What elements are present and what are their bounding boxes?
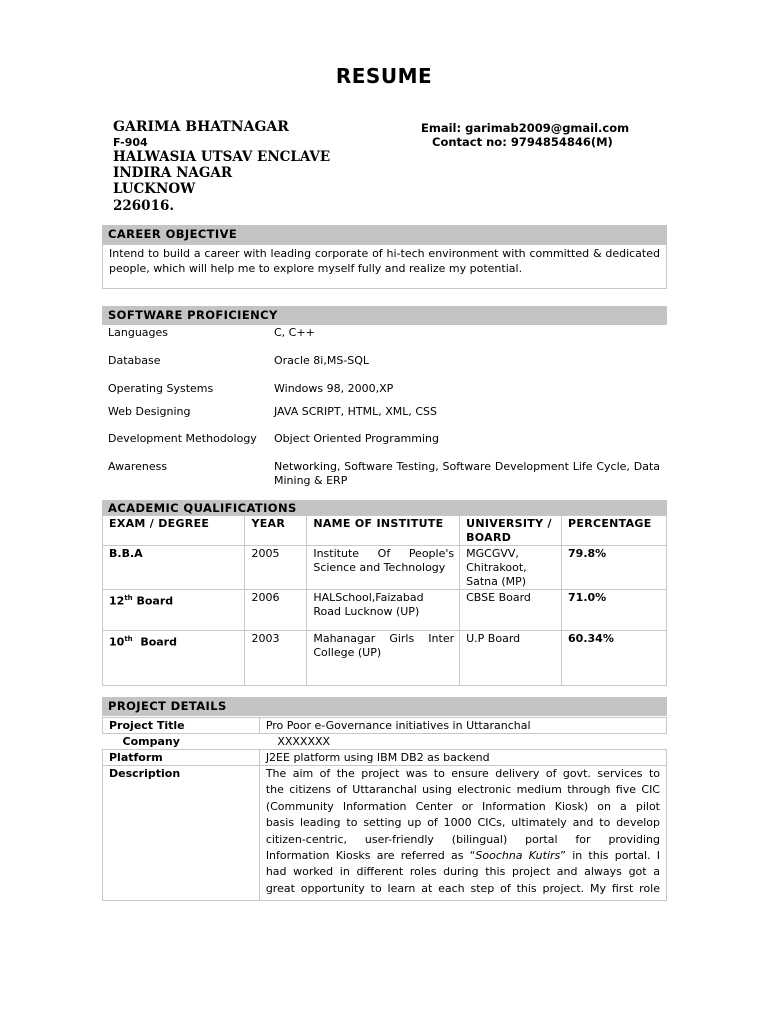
exam-cell — [103, 631, 245, 686]
address-line-3: INDIRA NAGAR — [113, 165, 233, 181]
col-exam: EXAM / DEGREE — [103, 516, 245, 546]
percentage-cell: 79.8% — [562, 546, 667, 590]
address-line-4: LUCKNOW — [113, 181, 196, 197]
company-row — [103, 734, 667, 750]
academic-table — [102, 515, 667, 686]
phone-line — [432, 135, 613, 149]
description-line: had worked in different roles during this project and always got a — [265, 865, 660, 879]
sp-value-os: Windows 98, 2000,XP — [274, 382, 394, 395]
exam-rest: Board — [132, 635, 177, 649]
description-cell — [259, 766, 666, 901]
col-board: UNIVERSITY / BOARD — [460, 516, 562, 546]
platform-label: Platform — [103, 750, 260, 766]
description-line: the citizens of Uttaranchal using electronic medium through five CIC — [265, 783, 660, 797]
description-line: The aim of the project was to ensure delivery of govt. services to — [265, 767, 660, 780]
sp-value-languages: C, C++ — [274, 326, 315, 339]
description-line: great opportunity to learn at each step of this project. My first role — [265, 881, 660, 895]
sp-value-awareness: Networking, Software Testing, Software Development Life Cycle, Data Mining & ERP — [274, 460, 660, 487]
phone-label: Contact no: — [432, 135, 507, 149]
table-row — [103, 631, 667, 686]
company-value: XXXXXXX — [277, 735, 331, 748]
career-objective-text: Intend to build a career with leading corporate of hi-tech environment with committed & dedicated people, which will help me to explore myself fully and realize my potential. — [109, 247, 660, 275]
candidate-name: GARIMA BHATNAGAR — [113, 119, 289, 135]
academic-header-row — [103, 516, 667, 546]
software-proficiency-heading: SOFTWARE PROFICIENCY — [102, 306, 667, 325]
sp-label-methodology: Development Methodology — [108, 432, 257, 445]
col-percentage: PERCENTAGE — [562, 516, 667, 546]
board-cell: CBSE Board — [460, 590, 562, 631]
institute-cell: Mahanagar Girls Inter College (UP) — [307, 631, 460, 686]
description-label: Description — [103, 766, 260, 901]
table-row — [103, 590, 667, 631]
col-institute: NAME OF INSTITUTE — [307, 516, 460, 546]
sp-value-database: Oracle 8i,MS-SQL — [274, 354, 370, 367]
institute-cell: Institute Of People's Science and Technology — [307, 546, 460, 590]
description-line — [266, 848, 660, 864]
sp-label-languages: Languages — [108, 326, 169, 339]
company-label: Company — [122, 735, 180, 748]
percentage-cell: 71.0% — [562, 590, 667, 631]
institute-cell: HALSchool,Faizabad Road Lucknow (UP) — [307, 590, 460, 631]
exam-number: 10 — [109, 635, 125, 649]
sp-label-os: Operating Systems — [108, 382, 214, 395]
exam-number: 12 — [109, 594, 125, 608]
board-cell: MGCGVV, Chitrakoot, Satna (MP) — [460, 546, 562, 590]
description-line: citizen-centric, user-friendly (bilingual) portal for providing — [265, 832, 660, 846]
resume-title: RESUME — [335, 64, 433, 88]
description-line: basis leading to setting up of 1000 CICs, ultimately and to develop — [265, 816, 660, 830]
col-year: YEAR — [245, 516, 307, 546]
address-line-5: 226016. — [113, 198, 175, 214]
percentage-cell: 60.34% — [562, 631, 667, 686]
project-title-label: Project Title — [103, 718, 260, 734]
year-cell: 2003 — [245, 631, 307, 686]
platform-row — [103, 750, 667, 766]
exam-rest: Board — [132, 594, 174, 608]
sp-value-methodology: Object Oriented Programming — [274, 432, 439, 445]
phone-value: 9794854846(M) — [510, 135, 613, 149]
exam-cell — [103, 590, 245, 631]
email-label: Email: — [421, 121, 462, 135]
career-objective-box — [102, 244, 667, 289]
year-cell: 2006 — [245, 590, 307, 631]
sp-value-web: JAVA SCRIPT, HTML, XML, CSS — [274, 405, 438, 418]
career-objective-heading: CAREER OBJECTIVE — [102, 225, 667, 244]
project-heading: PROJECT DETAILS — [102, 697, 667, 716]
description-italic: Soochna Kutirs — [475, 849, 561, 863]
table-row — [103, 546, 667, 590]
sp-label-database: Database — [108, 354, 161, 367]
address-line-1: F-904 — [113, 136, 148, 149]
project-title-value: Pro Poor e-Governance initiatives in Uttaranchal — [259, 718, 666, 734]
project-table — [102, 717, 667, 901]
description-text: Information Kiosks are referred as “ — [265, 849, 476, 863]
email-line — [421, 121, 629, 135]
project-title-row — [103, 718, 667, 734]
description-line: (Community Information Center or Information Kiosk) on a pilot — [265, 799, 660, 813]
address-line-2: HALWASIA UTSAV ENCLAVE — [113, 149, 331, 165]
description-text: ” in this portal. I — [560, 849, 661, 863]
email-value[interactable]: garimab2009@gmail.com — [465, 121, 630, 135]
exam-name: B.B.A — [109, 547, 143, 560]
exam-cell — [103, 546, 245, 590]
year-cell: 2005 — [245, 546, 307, 590]
sp-label-web: Web Designing — [108, 405, 191, 418]
exam-suffix: th — [124, 594, 133, 602]
platform-value: J2EE platform using IBM DB2 as backend — [259, 750, 666, 766]
academic-heading: ACADEMIC QUALIFICATIONS — [102, 500, 667, 516]
description-row — [103, 766, 667, 901]
board-cell: U.P Board — [460, 631, 562, 686]
exam-suffix: th — [124, 635, 133, 643]
sp-label-awareness: Awareness — [108, 460, 168, 473]
